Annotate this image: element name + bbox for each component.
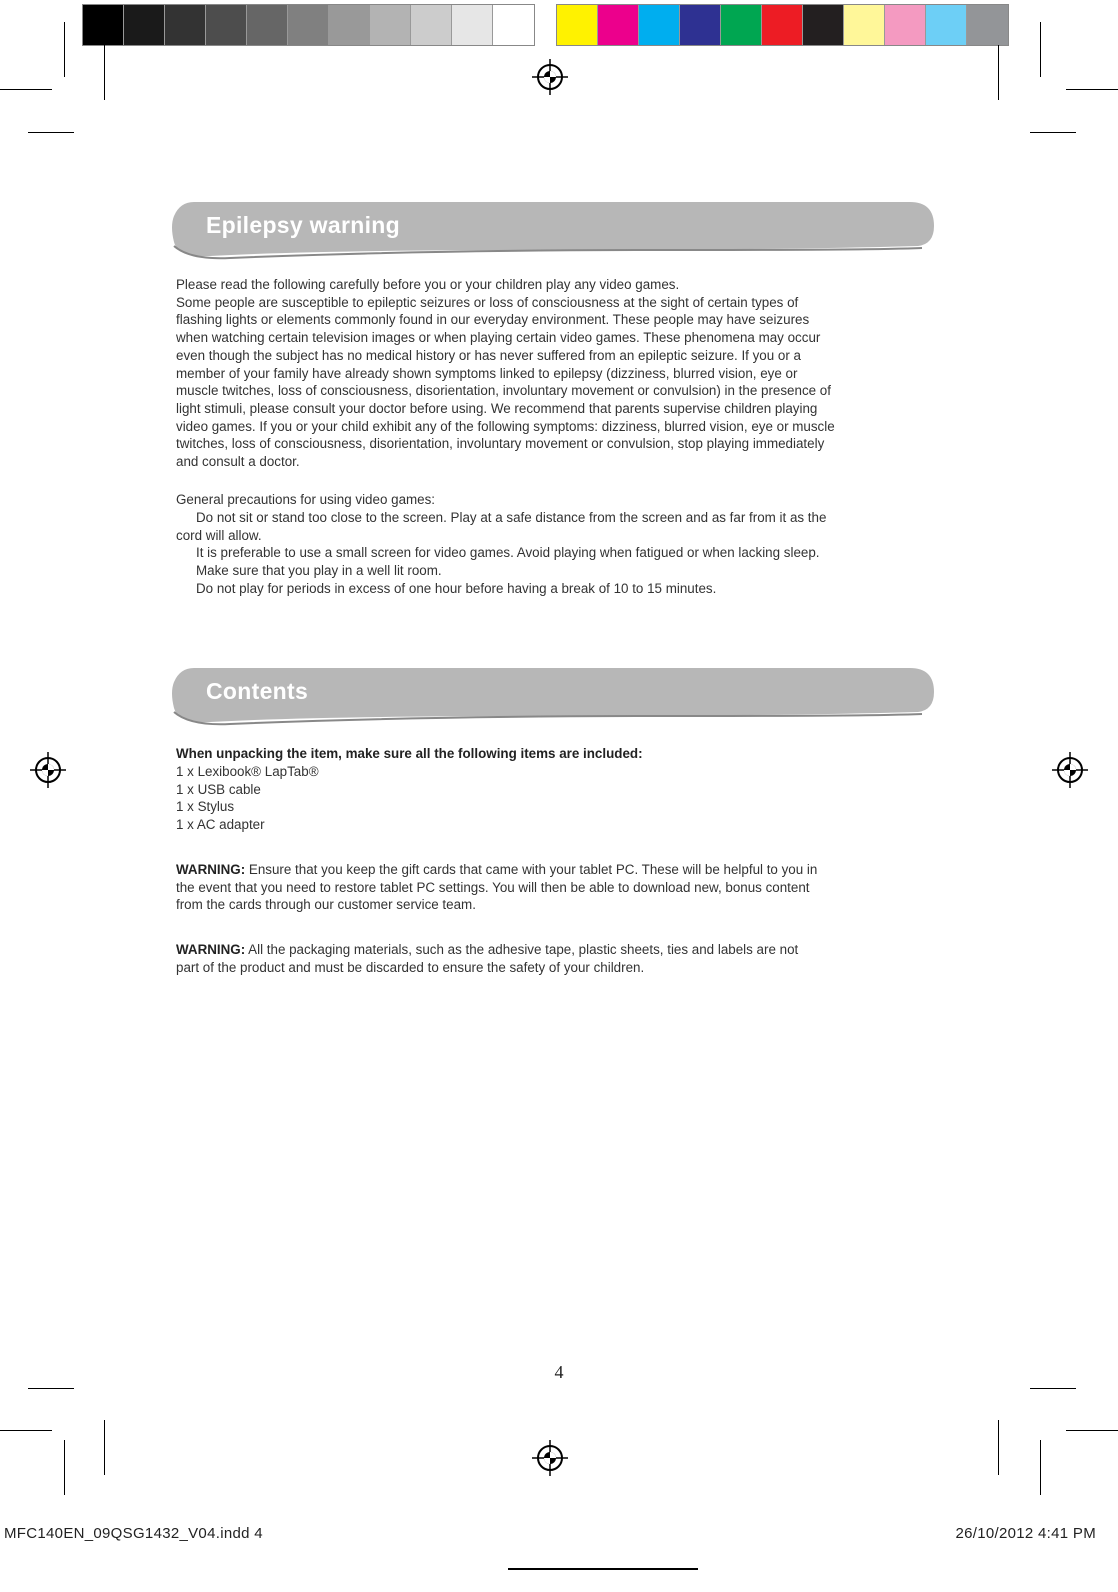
- color-swatch: [83, 5, 124, 45]
- color-swatch: [762, 5, 803, 45]
- color-swatch: [288, 5, 329, 45]
- crop-mark: [1030, 1388, 1076, 1389]
- crop-mark: [1040, 1440, 1041, 1495]
- section-title: Contents: [206, 678, 309, 704]
- color-swatch: [411, 5, 452, 45]
- color-swatch: [803, 5, 844, 45]
- color-swatch: [967, 5, 1008, 45]
- text-line: 1 x Stylus: [176, 799, 235, 815]
- warning-text: part of the product and must be discarded to ensure the safety of your children.: [176, 959, 645, 975]
- text-line: and consult a doctor.: [176, 454, 300, 470]
- text-line: light stimuli, please consult your doctor before using. We recommend that parents supervise children playing: [176, 400, 818, 416]
- text-line: video games. If you or your child exhibit any of the following symptoms: dizziness, blurred vision, eye or muscle: [176, 418, 835, 434]
- color-swatch: [493, 5, 534, 45]
- slug-date: 26/10/2012 4:41 PM: [955, 1525, 1096, 1542]
- warning-text: the event that you need to restore tablet PC settings. You will then be able to download new, bonus content: [176, 879, 810, 895]
- page-number: 4: [554, 1362, 564, 1382]
- crop-mark: [1040, 22, 1041, 77]
- section-banner-epilepsy: [170, 202, 934, 262]
- color-bar-process: [556, 4, 1009, 46]
- epilepsy-paragraph: [176, 276, 944, 471]
- color-swatch: [885, 5, 926, 45]
- text-line: [176, 879, 944, 897]
- color-swatch: [721, 5, 762, 45]
- crop-mark: [1030, 132, 1076, 133]
- text-line: twitches, loss of consciousness, disorientation, involuntary movement or convulsion, stop playing immediately: [176, 436, 825, 452]
- crop-mark: [0, 89, 52, 90]
- crop-mark: [64, 1440, 65, 1495]
- crop-mark: [998, 1420, 999, 1475]
- color-swatch: [370, 5, 411, 45]
- crop-mark: [998, 45, 999, 100]
- text-line: Do not play for periods in excess of one hour before having a break of 10 to 15 minutes.: [196, 580, 717, 596]
- text-line: even though the subject has no medical history or has never suffered from an epileptic seizure. If you or a: [176, 347, 801, 363]
- section-title: Epilepsy warning: [206, 212, 400, 238]
- text-line: Please read the following carefully before you or your children play any video games.: [176, 277, 680, 292]
- warning-text: All the packaging materials, such as the adhesive tape, plastic sheets, ties and labels are not: [245, 942, 799, 957]
- warning-text: from the cards through our customer service team.: [176, 897, 476, 913]
- crop-mark: [28, 1388, 74, 1389]
- color-swatch: [557, 5, 598, 45]
- color-bar-grayscale: [82, 4, 535, 46]
- color-swatch: [452, 5, 493, 45]
- precautions-heading: General precautions for using video games:: [176, 492, 436, 507]
- text-line: 1 x USB cable: [176, 781, 261, 797]
- color-swatch: [639, 5, 680, 45]
- registration-mark-icon: [532, 59, 568, 95]
- warning-label: WARNING:: [176, 862, 246, 877]
- color-swatch: [124, 5, 165, 45]
- text-line: [176, 941, 944, 959]
- warning-text: Ensure that you keep the gift cards that came with your tablet PC. These will be helpful to you in: [245, 862, 818, 877]
- text-line: when watching certain television images or when playing certain video games. These phenomena may occur: [176, 330, 821, 346]
- slug-filename: MFC140EN_09QSG1432_V04.indd 4: [4, 1525, 263, 1542]
- warning-label: WARNING:: [176, 942, 246, 957]
- text-line: 1 x AC adapter: [176, 817, 265, 833]
- color-swatch: [247, 5, 288, 45]
- contents-intro: When unpacking the item, make sure all the following items are included:: [176, 746, 643, 761]
- section-banner-contents: [170, 668, 934, 728]
- crop-mark: [104, 45, 105, 100]
- text-line: flashing lights or elements commonly found in our everyday environment. These people may have seizures: [176, 312, 810, 328]
- crop-mark: [104, 1420, 105, 1475]
- text-line: muscle twitches, loss of consciousness, disorientation, involuntary movement or convulsion) in the presence of: [176, 383, 831, 399]
- color-swatch: [680, 5, 721, 45]
- warning-packaging: [176, 941, 944, 976]
- text-line: Make sure that you play in a well lit room.: [196, 563, 442, 579]
- text-line: It is preferable to use a small screen for video games. Avoid playing when fatigued or when lacking sleep.: [196, 545, 820, 561]
- text-line: [176, 861, 944, 879]
- crop-mark: [1066, 89, 1118, 90]
- precautions-list: [176, 509, 944, 598]
- text-line: member of your family have already shown symptoms linked to epilepsy (dizziness, blurred vision, eye or: [176, 365, 798, 381]
- color-swatch: [329, 5, 370, 45]
- color-swatch: [598, 5, 639, 45]
- warning-gift-cards: [176, 861, 944, 914]
- bottom-rule: [508, 1568, 698, 1570]
- contents-list: [176, 763, 944, 834]
- text-line: [176, 896, 944, 914]
- color-swatch: [844, 5, 885, 45]
- color-swatch: [926, 5, 967, 45]
- text-line: 1 x Lexibook® LapTab®: [176, 764, 319, 779]
- text-line: Do not sit or stand too close to the screen. Play at a safe distance from the screen and as far from it as the: [196, 510, 827, 525]
- text-line: Some people are susceptible to epileptic seizures or loss of consciousness at the sight of certain types of: [176, 294, 799, 310]
- color-swatch: [165, 5, 206, 45]
- text-line: [176, 959, 944, 977]
- registration-mark-icon: [532, 1440, 568, 1476]
- crop-mark: [0, 1430, 52, 1431]
- text-line: cord will allow.: [176, 527, 262, 543]
- color-swatch: [206, 5, 247, 45]
- registration-mark-icon: [1052, 752, 1088, 788]
- crop-mark: [64, 22, 65, 77]
- crop-mark: [28, 132, 74, 133]
- registration-mark-icon: [30, 752, 66, 788]
- crop-mark: [1066, 1430, 1118, 1431]
